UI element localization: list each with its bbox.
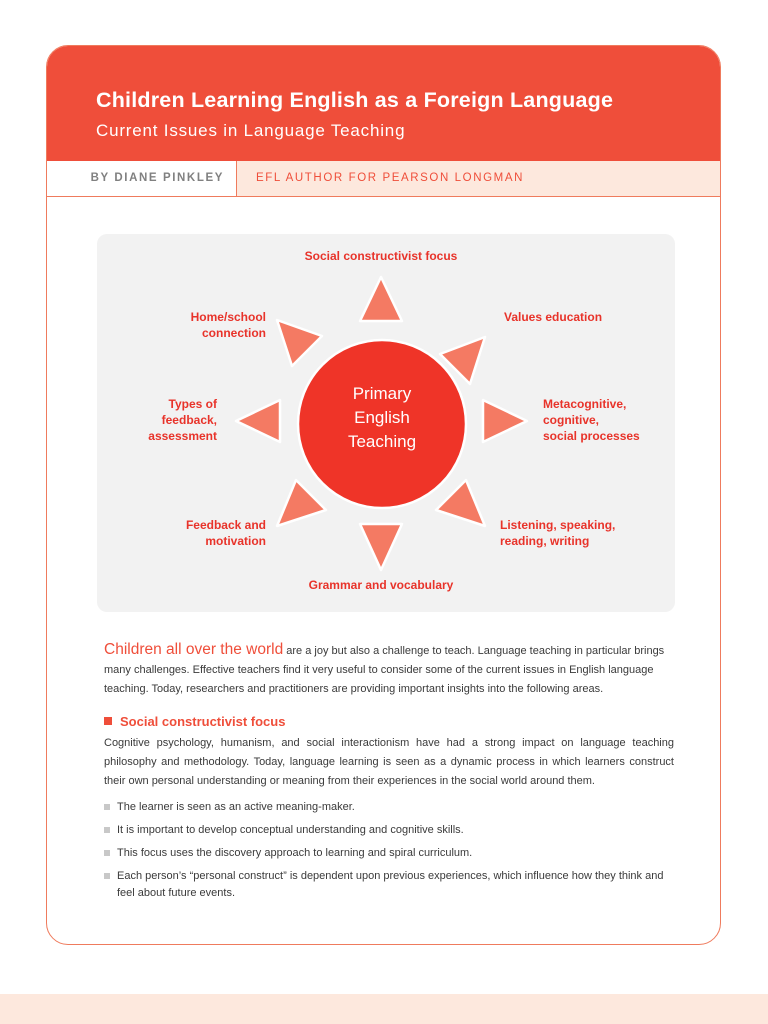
article-card bbox=[46, 45, 721, 945]
label-metacognitive: Metacognitive, cognitive, social processes bbox=[543, 397, 640, 443]
page-title: Children Learning English as a Foreign Language bbox=[96, 88, 614, 112]
triangle-bottom-right bbox=[436, 480, 485, 526]
label-social-constructivist: Social constructivist focus bbox=[304, 249, 458, 263]
byline-bar bbox=[47, 161, 720, 197]
list-item: This focus uses the discovery approach to learning and spiral curriculum. bbox=[104, 845, 674, 862]
triangle-top bbox=[360, 277, 402, 321]
byline-role: EFL AUTHOR FOR PEARSON LONGMAN bbox=[237, 161, 720, 196]
intro-text: are a joy but also a challenge to teach. Language teaching in particular brings many challenges. Effective teachers find it very useful to consider some of the current issues in English language teaching. Today, researchers and practitioners are providing important insights into the following areas. bbox=[104, 645, 665, 695]
section-heading: Social constructivist focus bbox=[104, 712, 674, 731]
label-feedback-motivation: Feedback and motivation bbox=[185, 518, 266, 548]
list-item: The learner is seen as an active meaning-maker. bbox=[104, 799, 674, 816]
lead-in: Children all over the world bbox=[104, 641, 284, 658]
triangle-left bbox=[236, 400, 280, 442]
section-paragraph: Cognitive psychology, humanism, and social interactionism have had a strong impact on language teaching philosophy and methodology. Today, language learning is seen as a dynamic process in which learners construct their own personal understanding or meaning from their experiences in the social world around them. bbox=[104, 737, 674, 787]
article-body bbox=[104, 640, 674, 908]
triangle-bottom bbox=[360, 524, 402, 570]
label-grammar-vocabulary: Grammar and vocabulary bbox=[308, 578, 454, 592]
bottom-band bbox=[0, 994, 768, 1024]
bullet-list bbox=[104, 799, 674, 902]
label-types-of-feedback: Types of feedback, assessment bbox=[148, 397, 217, 443]
label-home-school: Home/school connection bbox=[190, 310, 266, 340]
triangle-bottom-left bbox=[277, 480, 326, 526]
list-item: Each person’s “personal construct” is dependent upon previous experiences, which influence how they think and feel about future events. bbox=[104, 868, 674, 902]
page-subtitle: Current Issues in Language Teaching bbox=[96, 121, 406, 140]
triangle-top-left bbox=[277, 320, 322, 366]
center-label: Primary English Teaching bbox=[347, 384, 417, 451]
label-values-education: Values education bbox=[504, 310, 603, 324]
square-bullet-icon bbox=[104, 717, 112, 725]
concept-diagram bbox=[97, 234, 675, 612]
header-banner bbox=[47, 46, 720, 161]
intro-paragraph bbox=[104, 640, 674, 699]
byline-author: BY DIANE PINKLEY bbox=[47, 161, 237, 196]
label-listening-speaking: Listening, speaking, reading, writing bbox=[500, 518, 616, 548]
list-item: It is important to develop conceptual understanding and cognitive skills. bbox=[104, 822, 674, 839]
triangle-right bbox=[483, 400, 527, 442]
